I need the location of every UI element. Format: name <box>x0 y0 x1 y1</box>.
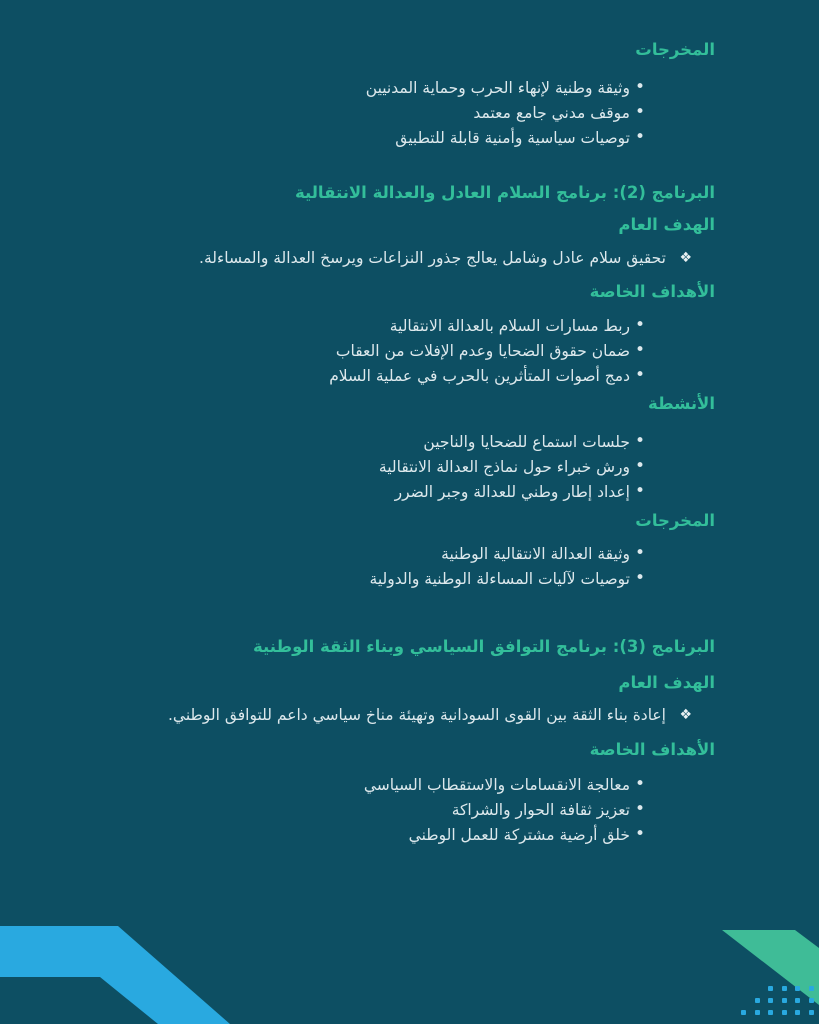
bullet-dot-icon: • <box>634 127 645 147</box>
section-heading: الأنشطة <box>647 394 715 413</box>
diamond-bullet-icon: ❖ <box>679 250 692 266</box>
bullet-dot-icon: • <box>634 824 645 844</box>
list-item <box>50 75 645 100</box>
bullet-dot-icon: • <box>634 456 645 476</box>
bullet-dot-icon: • <box>634 102 645 122</box>
bullet-dot-icon: • <box>634 481 645 501</box>
section-heading: المخرجات <box>635 40 715 59</box>
corner-green-shape <box>722 930 819 1005</box>
bullet-list <box>50 313 715 388</box>
bullet-dot-icon: • <box>634 365 645 385</box>
diamond-bullet-icon: ❖ <box>679 707 692 723</box>
list-item <box>50 363 645 388</box>
list-item-text: ضمان حقوق الضحايا وعدم الإفلات من العقاب <box>335 341 630 360</box>
section-heading: الأهداف الخاصة <box>589 282 715 301</box>
bullet-list <box>50 429 715 504</box>
list-item-text: توصيات سياسية وأمنية قابلة للتطبيق <box>395 128 630 147</box>
list-item-text: إعداد إطار وطني للعدالة وجبر الضرر <box>394 482 630 501</box>
ribbon-blue-shape <box>0 926 230 1024</box>
list-item-text: تعزيز ثقافة الحوار والشراكة <box>451 800 630 819</box>
objective-text: تحقيق سلام عادل وشامل يعالج جذور النزاعات ويرسخ العدالة والمساءلة. <box>199 249 666 267</box>
section-heading: الهدف العام <box>618 215 715 234</box>
bullet-dot-icon: • <box>634 315 645 335</box>
list-item <box>50 429 645 454</box>
list-item-text: ورش خبراء حول نماذج العدالة الانتقالية <box>378 457 630 476</box>
list-item-text: ربط مسارات السلام بالعدالة الانتقالية <box>389 316 630 335</box>
bullet-list <box>50 772 715 847</box>
list-item-text: خلق أرضية مشتركة للعمل الوطني <box>408 825 630 844</box>
list-item-text: موقف مدني جامع معتمد <box>473 103 630 122</box>
bullet-dot-icon: • <box>634 77 645 97</box>
list-item <box>50 566 645 591</box>
list-item-text: جلسات استماع للضحايا والناجين <box>423 432 630 451</box>
list-item <box>50 454 645 479</box>
list-item <box>50 338 645 363</box>
list-item <box>50 125 645 150</box>
list-item-text: معالجة الانقسامات والاستقطاب السياسي <box>363 775 630 794</box>
bullet-dot-icon: • <box>634 774 645 794</box>
bullet-dot-icon: • <box>634 543 645 563</box>
list-item <box>50 797 645 822</box>
section-heading: الأهداف الخاصة <box>589 740 715 759</box>
bullet-list <box>50 75 715 150</box>
list-item <box>50 822 645 847</box>
objective-text: إعادة بناء الثقة بين القوى السودانية وتهيئة مناخ سياسي داعم للتوافق الوطني. <box>168 706 666 724</box>
list-item-text: توصيات لآليات المساءلة الوطنية والدولية <box>369 569 630 588</box>
list-item <box>50 313 645 338</box>
section-heading: المخرجات <box>635 511 715 530</box>
bullet-dot-icon: • <box>634 340 645 360</box>
list-item-text: وثيقة العدالة الانتقالية الوطنية <box>441 544 630 563</box>
program-heading: البرنامج (2): برنامج السلام العادل والعدالة الانتقالية <box>294 183 715 202</box>
bullet-dot-icon: • <box>634 431 645 451</box>
list-item-text: وثيقة وطنية لإنهاء الحرب وحماية المدنيين <box>365 78 630 97</box>
bullet-dot-icon: • <box>634 799 645 819</box>
bullet-list <box>50 541 715 591</box>
dots-pattern-icon <box>741 986 814 1015</box>
bullet-dot-icon: • <box>634 568 645 588</box>
objective-line <box>50 704 715 726</box>
list-item <box>50 479 645 504</box>
list-item <box>50 772 645 797</box>
objective-line <box>50 247 715 269</box>
section-heading: الهدف العام <box>618 673 715 692</box>
list-item-text: دمج أصوات المتأثرين بالحرب في عملية السلام <box>329 366 630 385</box>
list-item <box>50 541 645 566</box>
list-item <box>50 100 645 125</box>
program-heading: البرنامج (3): برنامج التوافق السياسي وبناء الثقة الوطنية <box>253 637 715 656</box>
